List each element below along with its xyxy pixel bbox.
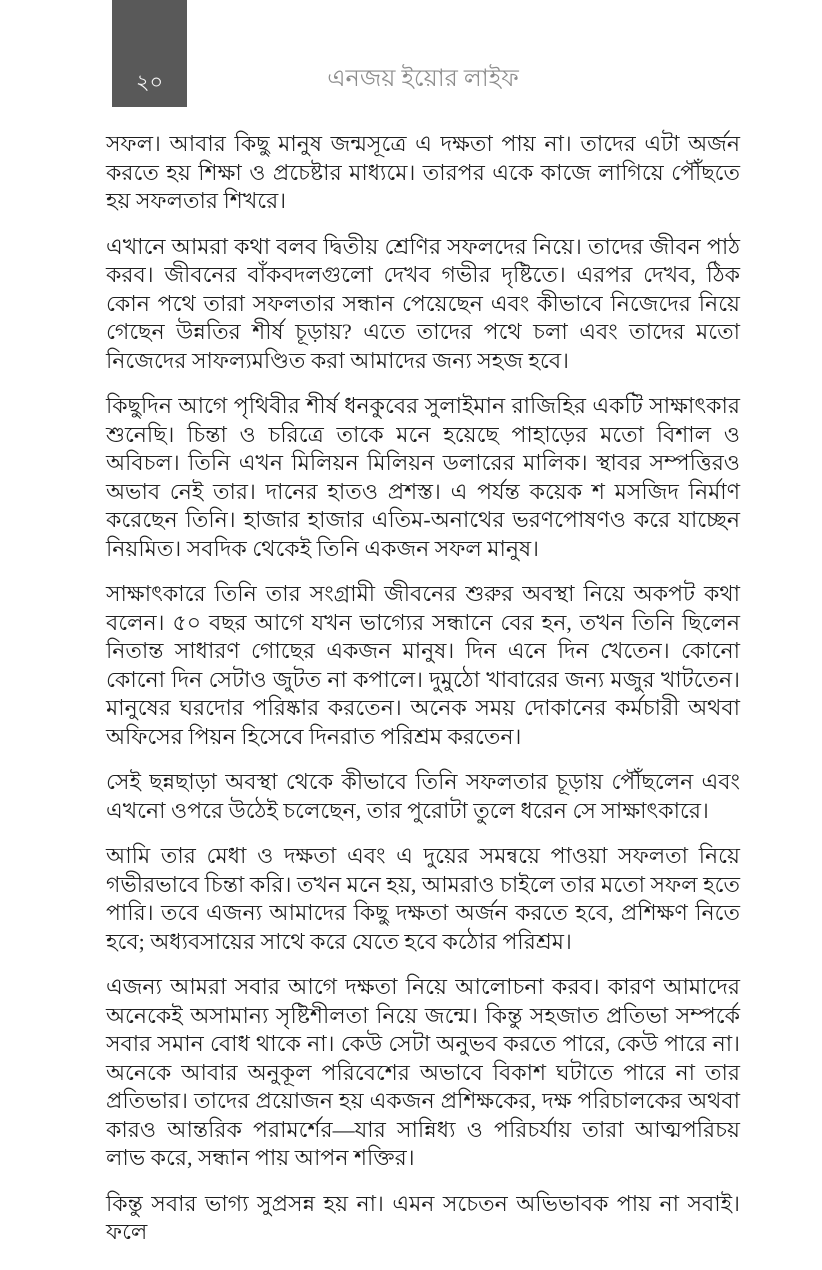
page-body	[106, 130, 740, 1247]
book-title: এনজয় ইয়োর লাইফ	[327, 66, 519, 92]
paragraph: কিন্তু সবার ভাগ্য সুপ্রসন্ন হয় না। এমন সচেতন অভিভাবক পায় না সবাই। ফলে	[106, 1190, 740, 1244]
page-number: ২০	[135, 70, 164, 94]
paragraph: এখানে আমরা কথা বলব দ্বিতীয় শ্রেণির সফলদের নিয়ে। তাদের জীবন পাঠ করব। জীবনের বাঁকবদলগুলো দেখব গভীর দৃষ্টিতে। এরপর দেখব, ঠিক কোন পথে তারা সফলতার সন্ধান পেয়েছেন এবং কীভাবে নিজেদের নিয়ে গেছেন উন্নতির শীর্ষ চূড়ায়? এতে তাদের পথে চলা এবং তাদের মতো নিজেদের সাফল্যমণ্ডিত করা আমাদের জন্য সহজ হবে।	[106, 233, 740, 373]
paragraph: এজন্য আমরা সবার আগে দক্ষতা নিয়ে আলোচনা করব। কারণ আমাদের অনেকেই অসামান্য সৃষ্টিশীলতা নিয়ে জন্মে। কিন্তু সহজাত প্রতিভা সম্পর্কে সবার সমান বোধ থাকে না। কেউ সেটা অনুভব করতে পারে, কেউ পারে না। অনেকে আবার অনুকূল পরিবেশের অভাবে বিকাশ ঘটাতে পারে না তার প্রতিভার। তাদের প্রয়োজন হয় একজন প্রশিক্ষকের, দক্ষ পরিচালকের অথবা কারও আন্তরিক পরামর্শের—যার সান্নিধ্য ও পরিচর্যায় তারা আত্মপরিচয় লাভ করে, সন্ধান পায় আপন শক্তির।	[106, 974, 740, 1170]
paragraph: সাক্ষাৎকারে তিনি তার সংগ্রামী জীবনের শুরুর অবস্থা নিয়ে অকপট কথা বলেন। ৫০ বছর আগে যখন ভাগ্যের সন্ধানে বের হন, তখন তিনি ছিলেন নিতান্ত সাধারণ গোছের একজন মানুষ। দিন এনে দিন খেতেন। কোনো কোনো দিন সেটাও জুটত না কপালে। দুমুঠো খাবারের জন্য মজুর খাটতেন। মানুষের ঘরদোর পরিষ্কার করতেন। অনেক সময় দোকানের কর্মচারী অথবা অফিসের পিয়ন হিসেবে দিনরাত পরিশ্রম করতেন।	[106, 581, 740, 749]
paragraph: সেই ছন্নছাড়া অবস্থা থেকে কীভাবে তিনি সফলতার চূড়ায় পৌঁছলেন এবং এখনো ওপরে উঠেই চলেছেন, তার পুরোটা তুলে ধরেন সে সাক্ষাৎকারে।	[106, 769, 740, 823]
paragraph: সফল। আবার কিছু মানুষ জন্মসূত্রে এ দক্ষতা পায় না। তাদের এটা অর্জন করতে হয় শিক্ষা ও প্রচেষ্টার মাধ্যমে। তারপর একে কাজে লাগিয়ে পৌঁছতে হয় সফলতার শিখরে।	[106, 131, 740, 213]
paragraph: আমি তার মেধা ও দক্ষতা এবং এ দুয়ের সমন্বয়ে পাওয়া সফলতা নিয়ে গভীরভাবে চিন্তা করি। তখন মনে হয়, আমরাও চাইলে তার মতো সফল হতে পারি। তবে এজন্য আমাদের কিছু দক্ষতা অর্জন করতে হবে, প্রশিক্ষণ নিতে হবে; অধ্যবসায়ের সাথে করে যেতে হবে কঠোর পরিশ্রম।	[106, 843, 740, 954]
paragraph: কিছুদিন আগে পৃথিবীর শীর্ষ ধনকুবের সুলাইমান রাজিহির একটি সাক্ষাৎকার শুনেছি। চিন্তা ও চরিত্রে তাকে মনে হয়েছে পাহাড়ের মতো বিশাল ও অবিচল। তিনি এখন মিলিয়ন মিলিয়ন ডলারের মালিক। স্থাবর সম্পত্তিরও অভাব নেই তার। দানের হাতও প্রশস্ত। এ পর্যন্ত কয়েক শ মসজিদ নির্মাণ করেছেন তিনি। হাজার হাজার এতিম-অনাথের ভরণপোষণও করে যাচ্ছেন নিয়মিত। সবদিক থেকেই তিনি একজন সফল মানুষ।	[106, 393, 740, 561]
